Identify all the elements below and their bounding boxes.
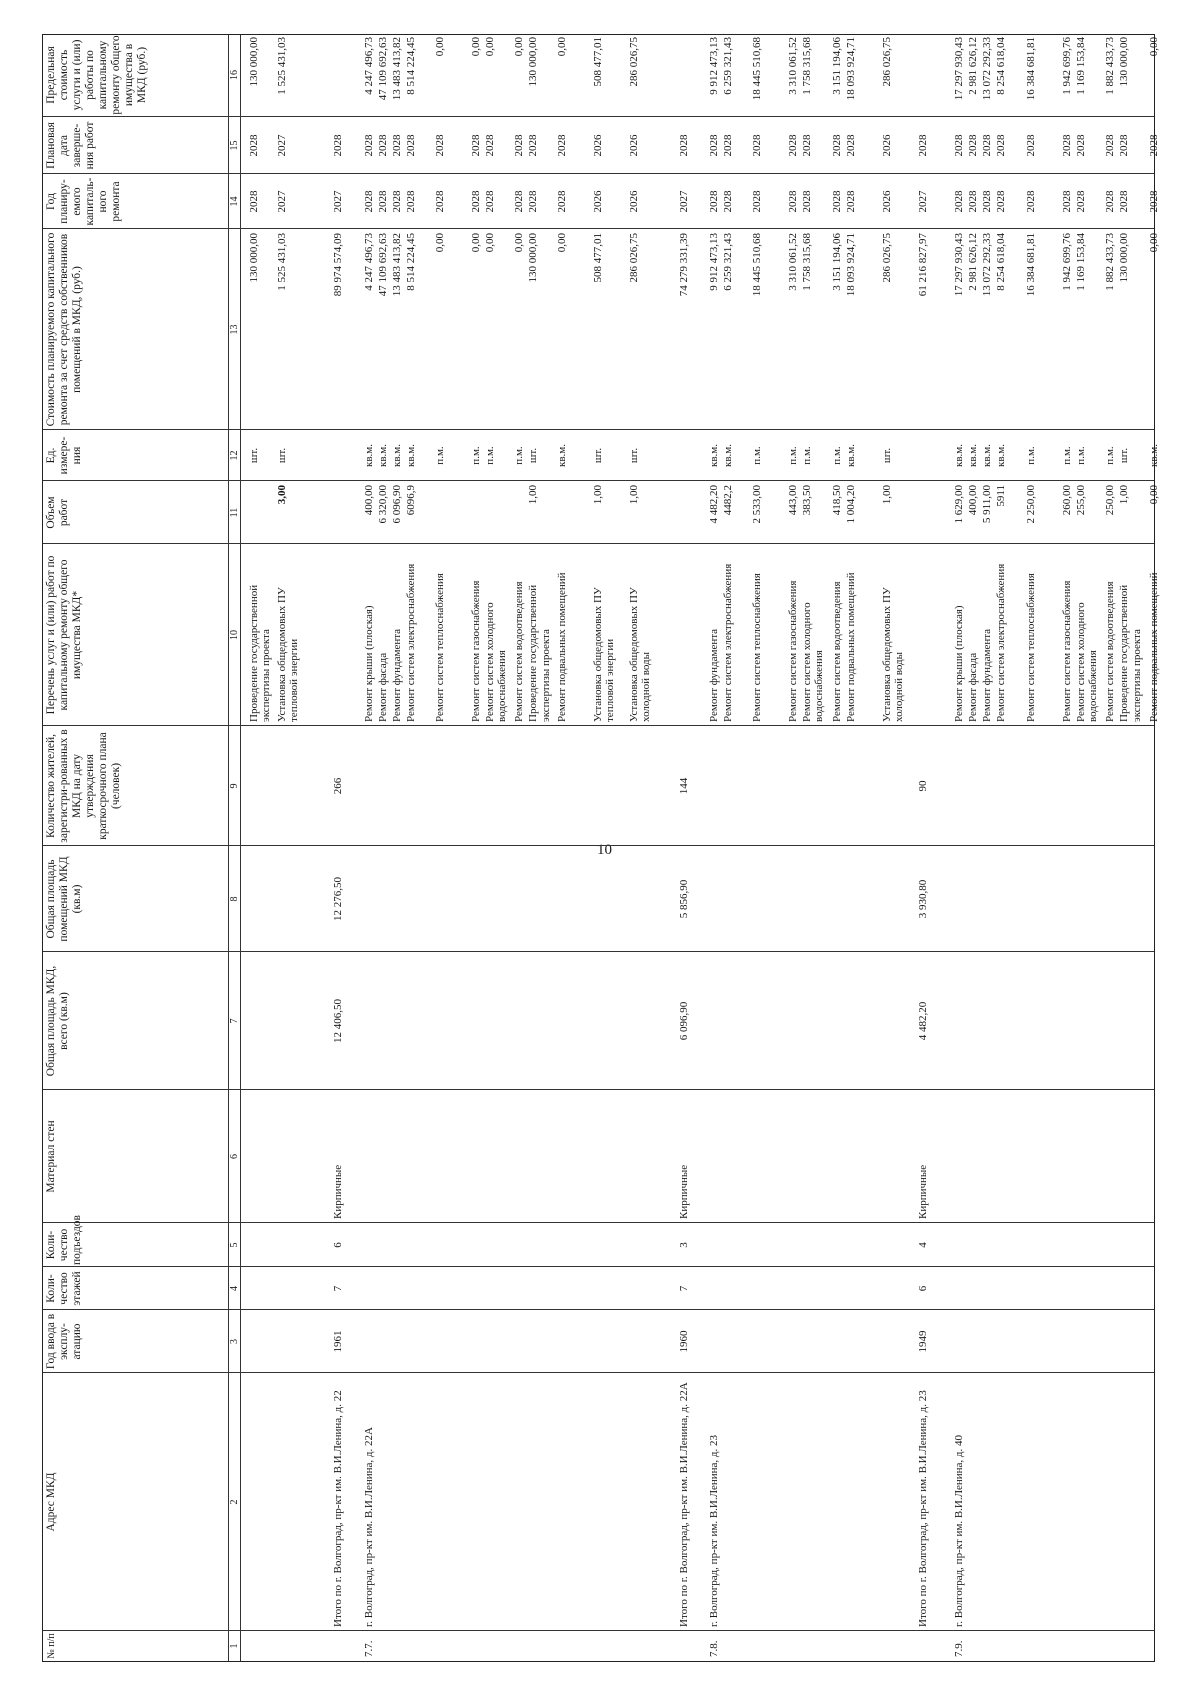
unit-cell: п.м. bbox=[787, 446, 800, 465]
header-cell-8: Общая площадь помещений МКД (кв.м) bbox=[45, 856, 83, 942]
limit-cost-cell: 1 942 699,76 bbox=[1061, 37, 1073, 95]
wall-material-cell: Кирпичные bbox=[332, 1164, 345, 1219]
repair-year-cell: 2028 bbox=[1147, 190, 1160, 213]
limit-cost-cell: 18 445 510,68 bbox=[750, 37, 763, 101]
column-number-5: 5 bbox=[229, 1242, 240, 1248]
unit-cell: п.м. bbox=[513, 446, 526, 465]
repair-year-cell: 2028 bbox=[484, 190, 497, 213]
planned-cost-cell: 16 384 681,81 bbox=[1024, 233, 1037, 297]
address-cell: г. Волгоград, пр-кт им. В.И.Ленина, д. 23 bbox=[707, 1434, 720, 1627]
completion-date-cell: 2028 bbox=[1147, 134, 1160, 157]
completion-date-cell: 2028 bbox=[1024, 134, 1037, 157]
completion-date-cell: 2028 bbox=[433, 134, 446, 157]
column-number-11: 11 bbox=[229, 507, 240, 518]
repair-year-cell: 2028 bbox=[1104, 190, 1117, 213]
work-volume-cell: 1,00 bbox=[880, 485, 893, 505]
repair-plan-table bbox=[42, 34, 1160, 1662]
premises-area-cell: 3 930,80 bbox=[917, 879, 930, 919]
limit-cost-cell: 508 477,01 bbox=[591, 37, 604, 87]
planned-cost-cell: 9 912 473,13 bbox=[707, 233, 720, 291]
address-cell: г. Волгоград, пр-кт им. В.И.Ленина, д. 22А bbox=[362, 1427, 375, 1627]
repair-year-cell: 2026 bbox=[628, 190, 641, 213]
unit-cell: кв.м. bbox=[390, 444, 403, 467]
header-cell-2: Адрес МКД bbox=[45, 1472, 57, 1532]
limit-cost-cell: 6 259 321,43 bbox=[721, 37, 734, 95]
completion-date-cell: 2028 bbox=[995, 134, 1008, 157]
column-number-15: 15 bbox=[229, 140, 240, 151]
work-volume-cell: 1,00 bbox=[591, 485, 604, 505]
limit-cost-cell: 8 514 224,45 bbox=[404, 37, 417, 95]
work-description-cell: Установка общедомовых ПУ тепловой энергии bbox=[275, 587, 301, 722]
work-volume-cell: 1,00 bbox=[527, 485, 540, 505]
unit-cell: п.м. bbox=[750, 446, 763, 465]
repair-year-cell: 2028 bbox=[953, 190, 966, 213]
limit-cost-cell: 13 483 413,82 bbox=[390, 37, 403, 101]
header-cell-5: Коли-чество подъездов bbox=[45, 1215, 83, 1265]
work-description-cell: Ремонт подвальных помещений bbox=[1147, 572, 1160, 722]
column-number-4: 4 bbox=[229, 1286, 240, 1291]
completion-date-cell: 2028 bbox=[787, 134, 800, 157]
planned-cost-cell: 47 109 692,63 bbox=[376, 233, 389, 297]
floors-cell: 6 bbox=[917, 1285, 930, 1292]
entrances-cell: 4 bbox=[917, 1242, 930, 1248]
work-description-cell: Ремонт систем холодного водоснабжения bbox=[484, 602, 509, 722]
completion-date-cell: 2028 bbox=[953, 134, 966, 157]
planned-cost-cell: 0,00 bbox=[470, 233, 483, 253]
work-volume-cell: 400,00 bbox=[967, 485, 980, 516]
unit-cell: п.м. bbox=[801, 446, 814, 465]
work-volume-cell: 443,00 bbox=[787, 485, 800, 516]
limit-cost-cell: 2 981 626,12 bbox=[967, 37, 980, 95]
limit-cost-cell: 286 026,75 bbox=[628, 37, 641, 87]
unit-cell: п.м. bbox=[1075, 446, 1088, 465]
planned-cost-cell: 508 477,01 bbox=[591, 233, 604, 283]
header-cell-15: Плановая дата заверше-ния работ bbox=[45, 121, 96, 170]
limit-cost-cell: 1 758 315,68 bbox=[801, 37, 814, 95]
repair-year-cell: 2026 bbox=[591, 190, 604, 213]
column-number-12: 12 bbox=[229, 450, 240, 461]
header-cell-7: Общая площадь МКД, всего (кв.м) bbox=[45, 965, 70, 1077]
column-number-16: 16 bbox=[229, 70, 240, 80]
work-description-cell: Ремонт систем теплоснабжения bbox=[433, 573, 446, 722]
work-volume-cell: 4482,2 bbox=[721, 485, 734, 516]
unit-cell: кв.м. bbox=[707, 444, 720, 467]
completion-date-cell: 2028 bbox=[484, 134, 497, 157]
header-cell-11: Объем работ bbox=[45, 496, 70, 529]
planned-cost-cell: 3 310 061,52 bbox=[787, 233, 800, 291]
column-number-2: 2 bbox=[229, 1499, 240, 1505]
floors-cell: 7 bbox=[332, 1285, 345, 1292]
work-volume-cell: 1,00 bbox=[628, 485, 641, 505]
unit-cell: кв.м. bbox=[404, 444, 417, 467]
planned-cost-cell: 130 000,00 bbox=[247, 233, 260, 283]
planned-cost-cell: 0,00 bbox=[513, 233, 526, 253]
unit-cell: шт. bbox=[1118, 447, 1131, 464]
work-volume-cell: 5 911,00 bbox=[981, 485, 994, 524]
unit-cell: шт. bbox=[527, 447, 540, 464]
work-description-cell: Проведение государственной экспертизы проекта bbox=[527, 584, 552, 722]
limit-cost-cell: 1 169 153,84 bbox=[1075, 37, 1088, 95]
work-volume-cell: 400,00 bbox=[362, 485, 375, 516]
repair-year-cell: 2028 bbox=[513, 190, 526, 213]
repair-year-cell: 2028 bbox=[1061, 190, 1073, 213]
completion-date-cell: 2028 bbox=[981, 134, 994, 157]
repair-year-cell: 2028 bbox=[707, 190, 720, 213]
limit-cost-cell: 3 310 061,52 bbox=[787, 37, 800, 95]
completion-date-cell: 2028 bbox=[1118, 134, 1131, 157]
work-description-cell: Ремонт фундамента bbox=[981, 628, 994, 722]
work-volume-cell: 6 096,90 bbox=[390, 485, 403, 524]
year-built-cell: 1961 bbox=[332, 1330, 345, 1353]
header-cell-14: Год планиру-емого капиталь-ного ремонта bbox=[45, 177, 122, 226]
repair-year-cell: 2028 bbox=[1024, 190, 1037, 213]
header-cell-3: Год ввода в эксплу-атацию bbox=[45, 1313, 83, 1370]
unit-cell: кв.м. bbox=[995, 444, 1008, 467]
limit-cost-cell: 18 093 924,71 bbox=[844, 37, 857, 101]
repair-year-cell: 2028 bbox=[1075, 190, 1088, 213]
work-description-cell: Ремонт систем газоснабжения bbox=[1061, 580, 1073, 722]
work-description-cell: Ремонт систем электроснабжения bbox=[404, 563, 417, 722]
unit-cell: п.м. bbox=[830, 446, 843, 465]
completion-date-cell: 2028 bbox=[967, 134, 980, 157]
planned-cost-cell: 3 151 194,06 bbox=[830, 233, 843, 291]
work-description-cell: Проведение государственной экспертизы проекта bbox=[247, 584, 273, 722]
unit-cell: кв.м. bbox=[844, 444, 857, 467]
premises-area-cell: 5 856,90 bbox=[678, 879, 691, 919]
planned-cost-cell: 0,00 bbox=[433, 233, 446, 253]
completion-date-cell: 2026 bbox=[628, 134, 641, 157]
planned-cost-cell: 1 758 315,68 bbox=[801, 233, 814, 291]
repair-year-cell: 2028 bbox=[967, 190, 980, 213]
work-description-cell: Ремонт фасада bbox=[967, 652, 980, 722]
limit-cost-cell: 0,00 bbox=[513, 37, 526, 57]
row-number: 7.8. bbox=[707, 1640, 720, 1657]
limit-cost-cell: 0,00 bbox=[470, 37, 483, 57]
limit-cost-cell: 13 072 292,33 bbox=[981, 37, 994, 101]
work-description-cell: Ремонт фасада bbox=[376, 652, 389, 722]
limit-cost-cell: 130 000,00 bbox=[527, 37, 540, 87]
work-description-cell: Ремонт систем водоотведения bbox=[830, 581, 843, 722]
work-volume-cell: 6096,9 bbox=[404, 485, 417, 516]
year-built-cell: 1960 bbox=[678, 1330, 691, 1353]
repair-year-cell: 2028 bbox=[995, 190, 1008, 213]
limit-cost-cell: 0,00 bbox=[433, 37, 446, 57]
planned-cost-cell: 13 072 292,33 bbox=[981, 233, 994, 297]
header-cell-13: Стоимость планируемого капитального ремонта за счет средств собственников помещений в МКД, (руб.) bbox=[45, 232, 83, 427]
repair-year-cell: 2027 bbox=[275, 190, 288, 213]
work-volume-cell: 4 482,20 bbox=[707, 485, 720, 524]
limit-cost-cell: 0,00 bbox=[484, 37, 497, 57]
limit-cost-cell: 9 912 473,13 bbox=[707, 37, 720, 95]
repair-year-cell: 2028 bbox=[844, 190, 857, 213]
limit-cost-cell: 17 297 930,43 bbox=[953, 37, 966, 101]
header-cell-12: Ед. измере-ния bbox=[45, 436, 83, 475]
repair-year-cell: 2028 bbox=[470, 190, 483, 213]
work-volume-cell: 6 320,00 bbox=[376, 485, 389, 524]
header-cell-16: Предельная стоимость услуги и (или) работы по капитальному ремонту общего имущества в МКД (руб.) bbox=[45, 35, 148, 115]
repair-year-cell: 2028 bbox=[555, 190, 568, 213]
unit-cell: кв.м. bbox=[721, 444, 734, 467]
completion-date-cell: 2028 bbox=[844, 134, 857, 157]
unit-cell: п.м. bbox=[1061, 446, 1073, 465]
work-description-cell: Ремонт фундамента bbox=[390, 628, 403, 722]
address-cell: Итого по г. Волгоград, пр-кт им. В.И.Ленина, д. 22 bbox=[332, 1390, 345, 1627]
column-number-1: 1 bbox=[229, 1643, 240, 1649]
repair-year-cell: 2027 bbox=[678, 190, 691, 213]
work-description-cell: Ремонт систем электроснабжения bbox=[995, 563, 1008, 722]
work-description-cell: Ремонт систем холодного водоснабжения bbox=[1075, 602, 1100, 722]
total-area-cell: 6 096,90 bbox=[678, 1001, 691, 1041]
residents-cell: 90 bbox=[917, 780, 930, 792]
unit-cell: шт. bbox=[880, 447, 893, 464]
completion-date-cell: 2028 bbox=[527, 134, 540, 157]
work-description-cell: Ремонт систем газоснабжения bbox=[470, 580, 483, 722]
completion-date-cell: 2028 bbox=[555, 134, 568, 157]
planned-cost-cell: 0,00 bbox=[1147, 233, 1160, 253]
work-volume-cell: 250,00 bbox=[1104, 485, 1117, 516]
repair-year-cell: 2028 bbox=[390, 190, 403, 213]
residents-cell: 144 bbox=[678, 777, 691, 795]
work-description-cell: Установка общедомовых ПУ тепловой энергии bbox=[591, 587, 617, 722]
header-cell-4: Коли-чество этажей bbox=[45, 1271, 83, 1306]
completion-date-cell: 2028 bbox=[1061, 134, 1073, 157]
row-number: 7.9. bbox=[953, 1640, 966, 1657]
wall-material-cell: Кирпичные bbox=[917, 1164, 930, 1219]
work-volume-cell: 3,00 bbox=[275, 485, 288, 505]
row-number: 7.7. bbox=[362, 1640, 375, 1657]
completion-date-cell: 2026 bbox=[880, 134, 893, 157]
header-cell-9: Количество жителей, зарегистри-рованных в МКД на дату утверждения краткосрочного плана (человек) bbox=[45, 729, 122, 843]
limit-cost-cell: 8 254 618,04 bbox=[995, 37, 1008, 95]
repair-year-cell: 2028 bbox=[981, 190, 994, 213]
completion-date-cell: 2027 bbox=[275, 134, 288, 157]
completion-date-cell: 2028 bbox=[801, 134, 814, 157]
entrances-cell: 6 bbox=[332, 1242, 345, 1248]
repair-year-cell: 2028 bbox=[527, 190, 540, 213]
work-description-cell: Ремонт крыши (плоская) bbox=[362, 605, 375, 722]
header-cell-1: № п/п bbox=[46, 1633, 57, 1659]
year-built-cell: 1949 bbox=[917, 1330, 930, 1353]
entrances-cell: 3 bbox=[678, 1242, 691, 1248]
wall-material-cell: Кирпичные bbox=[678, 1164, 691, 1219]
completion-date-cell: 2028 bbox=[332, 134, 345, 157]
work-description-cell: Ремонт систем газоснабжения bbox=[787, 580, 800, 722]
unit-cell: п.м. bbox=[470, 446, 483, 465]
repair-year-cell: 2028 bbox=[721, 190, 734, 213]
work-volume-cell: 383,50 bbox=[801, 485, 814, 516]
repair-year-cell: 2028 bbox=[1118, 190, 1131, 213]
planned-cost-cell: 6 259 321,43 bbox=[721, 233, 734, 291]
completion-date-cell: 2028 bbox=[390, 134, 403, 157]
work-description-cell: Проведение государственной экспертизы проекта bbox=[1118, 584, 1143, 722]
unit-cell: кв.м. bbox=[981, 444, 994, 467]
repair-year-cell: 2028 bbox=[362, 190, 375, 213]
repair-year-cell: 2028 bbox=[433, 190, 446, 213]
planned-cost-cell: 18 445 510,68 bbox=[750, 233, 763, 297]
column-number-6: 6 bbox=[229, 1154, 240, 1159]
residents-cell: 266 bbox=[332, 777, 345, 795]
page-number: 10 bbox=[597, 842, 612, 858]
limit-cost-cell: 0,00 bbox=[1147, 37, 1160, 57]
limit-cost-cell: 1 882 433,73 bbox=[1104, 37, 1117, 95]
limit-cost-cell: 286 026,75 bbox=[880, 37, 893, 87]
work-description-cell: Установка общедомовых ПУ холодной воды bbox=[880, 587, 906, 722]
unit-cell: шт. bbox=[628, 447, 641, 464]
limit-cost-cell: 1 525 431,03 bbox=[275, 37, 288, 95]
repair-year-cell: 2028 bbox=[404, 190, 417, 213]
completion-date-cell: 2028 bbox=[1104, 134, 1117, 157]
unit-cell: кв.м. bbox=[362, 444, 375, 467]
limit-cost-cell: 130 000,00 bbox=[1118, 37, 1131, 87]
limit-cost-cell: 4 247 496,73 bbox=[362, 37, 375, 95]
work-description-cell: Ремонт систем теплоснабжения bbox=[1024, 573, 1037, 722]
planned-cost-cell: 1 169 153,84 bbox=[1075, 233, 1088, 291]
unit-cell: п.м. bbox=[484, 446, 497, 465]
completion-date-cell: 2028 bbox=[247, 134, 260, 157]
repair-year-cell: 2027 bbox=[332, 190, 345, 213]
completion-date-cell: 2028 bbox=[404, 134, 417, 157]
work-volume-cell: 418,50 bbox=[830, 485, 843, 516]
limit-cost-cell: 3 151 194,06 bbox=[830, 37, 843, 95]
row-divider bbox=[240, 35, 241, 1661]
repair-year-cell: 2028 bbox=[247, 190, 260, 213]
work-description-cell: Ремонт подвальных помещений bbox=[844, 572, 857, 722]
column-number-13: 13 bbox=[229, 324, 240, 335]
planned-cost-cell: 0,00 bbox=[484, 233, 497, 253]
column-number-9: 9 bbox=[229, 783, 240, 789]
work-volume-cell: 1 629,00 bbox=[953, 485, 966, 524]
repair-year-cell: 2026 bbox=[880, 190, 893, 213]
header-cell-6: Материал стен bbox=[45, 1120, 57, 1193]
limit-cost-cell: 47 109 692,63 bbox=[376, 37, 389, 101]
header-cell-10: Перечень услуг и (или) работ по капитальному ремонту общего имущества МКД* bbox=[45, 555, 83, 715]
completion-date-cell: 2026 bbox=[591, 134, 604, 157]
floors-cell: 7 bbox=[678, 1285, 691, 1292]
completion-date-cell: 2028 bbox=[721, 134, 734, 157]
unit-cell: шт. bbox=[247, 447, 260, 464]
unit-cell: п.м. bbox=[1024, 446, 1037, 465]
address-cell: Итого по г. Волгоград, пр-кт им. В.И.Ленина, д. 22А bbox=[678, 1382, 691, 1627]
planned-cost-cell: 1 942 699,76 bbox=[1061, 233, 1073, 291]
completion-date-cell: 2028 bbox=[917, 134, 930, 157]
planned-cost-cell: 89 974 574,09 bbox=[332, 233, 345, 297]
planned-cost-cell: 130 000,00 bbox=[1118, 233, 1131, 283]
work-description-cell: Ремонт систем теплоснабжения bbox=[750, 573, 763, 722]
total-area-cell: 4 482,20 bbox=[917, 1001, 930, 1041]
planned-cost-cell: 8 514 224,45 bbox=[404, 233, 417, 291]
completion-date-cell: 2028 bbox=[470, 134, 483, 157]
work-volume-cell: 2 250,00 bbox=[1024, 485, 1037, 524]
planned-cost-cell: 1 882 433,73 bbox=[1104, 233, 1117, 291]
planned-cost-cell: 130 000,00 bbox=[527, 233, 540, 283]
planned-cost-cell: 74 279 331,39 bbox=[678, 233, 691, 297]
work-description-cell: Установка общедомовых ПУ холодной воды bbox=[628, 587, 653, 722]
repair-year-cell: 2028 bbox=[787, 190, 800, 213]
limit-cost-cell: 0,00 bbox=[555, 37, 568, 57]
repair-year-cell: 2028 bbox=[801, 190, 814, 213]
address-cell: г. Волгоград, пр-кт им. В.И.Ленина, д. 40 bbox=[953, 1434, 966, 1627]
completion-date-cell: 2028 bbox=[750, 134, 763, 157]
unit-cell: кв.м. bbox=[1147, 444, 1160, 467]
address-cell: Итого по г. Волгоград, пр-кт им. В.И.Ленина, д. 23 bbox=[917, 1390, 930, 1627]
planned-cost-cell: 0,00 bbox=[555, 233, 568, 253]
planned-cost-cell: 286 026,75 bbox=[880, 233, 893, 283]
planned-cost-cell: 1 525 431,03 bbox=[275, 233, 288, 291]
planned-cost-cell: 18 093 924,71 bbox=[844, 233, 857, 297]
unit-cell: шт. bbox=[275, 447, 288, 464]
work-volume-cell: 255,00 bbox=[1075, 485, 1088, 516]
unit-cell: кв.м. bbox=[967, 444, 980, 467]
work-description-cell: Ремонт систем холодного водоснабжения bbox=[801, 602, 826, 722]
column-number-10: 10 bbox=[229, 630, 240, 640]
unit-cell: кв.м. bbox=[953, 444, 966, 467]
planned-cost-cell: 8 254 618,04 bbox=[995, 233, 1008, 291]
work-volume-cell: 0,00 bbox=[1147, 485, 1160, 505]
planned-cost-cell: 286 026,75 bbox=[628, 233, 641, 283]
work-volume-cell: 260,00 bbox=[1061, 485, 1073, 516]
completion-date-cell: 2028 bbox=[376, 134, 389, 157]
planned-cost-cell: 13 483 413,82 bbox=[390, 233, 403, 297]
work-volume-cell: 1,00 bbox=[1118, 485, 1131, 505]
unit-cell: п.м. bbox=[433, 446, 446, 465]
planned-cost-cell: 4 247 496,73 bbox=[362, 233, 375, 291]
repair-year-cell: 2028 bbox=[830, 190, 843, 213]
column-number-3: 3 bbox=[229, 1339, 240, 1344]
work-description-cell: Ремонт систем водоотведения bbox=[513, 581, 526, 722]
repair-year-cell: 2028 bbox=[750, 190, 763, 213]
planned-cost-cell: 2 981 626,12 bbox=[967, 233, 980, 291]
completion-date-cell: 2028 bbox=[678, 134, 691, 157]
work-volume-cell: 1 004,20 bbox=[844, 485, 857, 524]
unit-cell: п.м. bbox=[1104, 446, 1117, 465]
repair-year-cell: 2027 bbox=[917, 190, 930, 213]
column-number-14: 14 bbox=[229, 196, 240, 207]
completion-date-cell: 2028 bbox=[513, 134, 526, 157]
limit-cost-cell: 130 000,00 bbox=[247, 37, 260, 87]
completion-date-cell: 2028 bbox=[830, 134, 843, 157]
limit-cost-cell: 16 384 681,81 bbox=[1024, 37, 1037, 101]
column-number-7: 7 bbox=[229, 1018, 240, 1024]
column-number-8: 8 bbox=[229, 896, 240, 902]
completion-date-cell: 2028 bbox=[362, 134, 375, 157]
unit-cell: шт. bbox=[591, 447, 604, 464]
completion-date-cell: 2028 bbox=[1075, 134, 1088, 157]
repair-year-cell: 2028 bbox=[376, 190, 389, 213]
work-description-cell: Ремонт систем водоотведения bbox=[1104, 581, 1117, 722]
work-volume-cell: 5911 bbox=[995, 485, 1008, 507]
work-volume-cell: 2 533,00 bbox=[750, 485, 763, 524]
work-description-cell: Ремонт подвальных помещений bbox=[555, 572, 568, 722]
planned-cost-cell: 17 297 930,43 bbox=[953, 233, 966, 297]
unit-cell: кв.м. bbox=[376, 444, 389, 467]
work-description-cell: Ремонт фундамента bbox=[707, 628, 720, 722]
total-area-cell: 12 406,50 bbox=[332, 999, 345, 1043]
premises-area-cell: 12 276,50 bbox=[332, 877, 345, 921]
unit-cell: кв.м. bbox=[555, 444, 568, 467]
planned-cost-cell: 61 216 827,97 bbox=[917, 233, 930, 297]
completion-date-cell: 2028 bbox=[707, 134, 720, 157]
work-description-cell: Ремонт систем электроснабжения bbox=[721, 563, 734, 722]
work-description-cell: Ремонт крыши (плоская) bbox=[953, 605, 966, 722]
